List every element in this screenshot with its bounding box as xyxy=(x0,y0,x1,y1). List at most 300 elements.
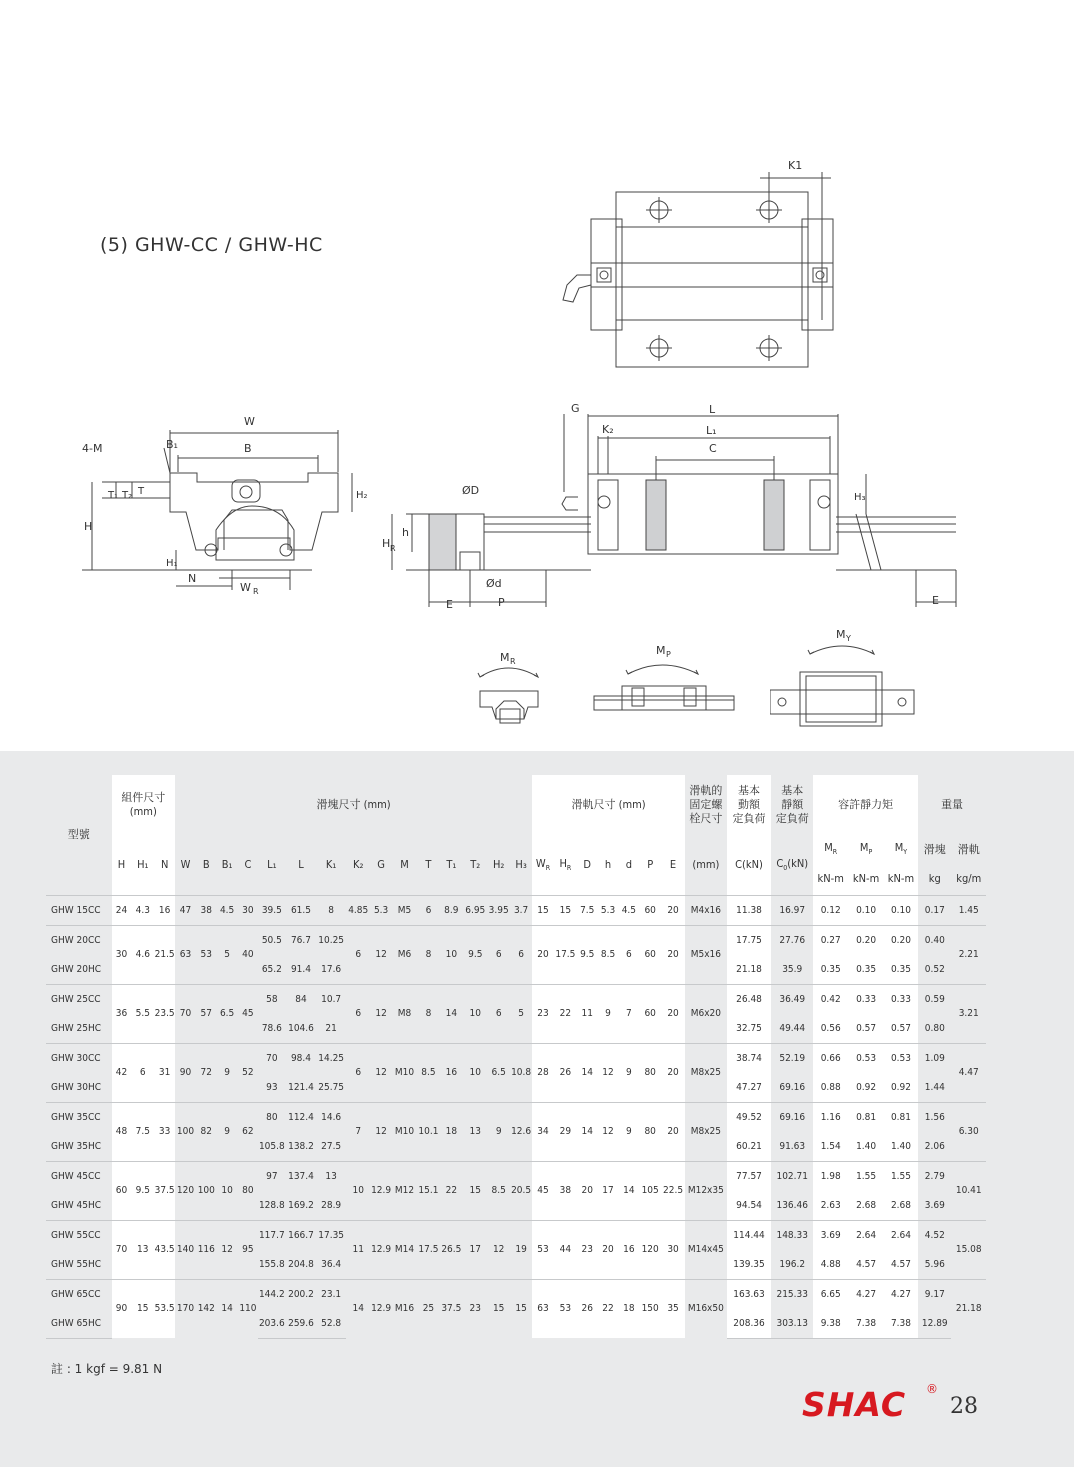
table-cell: 4.85 xyxy=(346,895,371,925)
table-cell: 14.25 xyxy=(317,1043,346,1073)
svg-text:L: L xyxy=(709,403,716,416)
table-cell: 61.5 xyxy=(285,895,316,925)
table-cell: 4.52 xyxy=(918,1220,951,1250)
sym-h: h xyxy=(598,835,619,895)
table-cell: 105 xyxy=(639,1161,661,1220)
table-cell: 23 xyxy=(532,984,554,1043)
table-cell: 5 xyxy=(510,984,532,1043)
table-cell: 0.12 xyxy=(813,895,848,925)
table-cell: 6 xyxy=(618,925,639,984)
table-cell: 17 xyxy=(463,1220,487,1279)
table-cell: 0.10 xyxy=(848,895,883,925)
table-cell: 70 xyxy=(258,1043,285,1073)
table-cell: M16x50 xyxy=(685,1279,727,1338)
table-cell: 6 xyxy=(346,1043,371,1102)
table-cell: 4.3 xyxy=(131,895,154,925)
moment-my-drawing xyxy=(770,628,915,728)
table-cell: 0.10 xyxy=(884,895,918,925)
table-cell: 9 xyxy=(217,1043,238,1102)
table-cell: M6x20 xyxy=(685,984,727,1043)
sym-H1: H₁ xyxy=(131,835,154,895)
table-cell: 20 xyxy=(661,984,685,1043)
table-cell: 39.5 xyxy=(258,895,285,925)
table-cell: 9 xyxy=(618,1102,639,1161)
table-cell: 0.57 xyxy=(848,1014,883,1044)
table-cell: 82 xyxy=(196,1102,217,1161)
header-rail-weight: 滑軌 xyxy=(951,835,986,863)
table-cell: 12 xyxy=(371,925,392,984)
table-cell: 30 xyxy=(238,895,259,925)
table-cell: 0.40 xyxy=(918,925,951,955)
table-cell: M6 xyxy=(392,925,418,984)
table-row xyxy=(46,1279,986,1309)
table-cell: 20 xyxy=(661,895,685,925)
table-cell: 16 xyxy=(154,895,175,925)
table-cell: 15 xyxy=(532,895,554,925)
table-cell: 117.7 xyxy=(258,1220,285,1250)
table-cell: 7 xyxy=(618,984,639,1043)
table-cell: 1.55 xyxy=(884,1161,918,1191)
table-cell: 6.5 xyxy=(487,1043,510,1102)
table-cell: 7.5 xyxy=(577,895,598,925)
table-cell: 10 xyxy=(217,1161,238,1220)
sym-P: P xyxy=(639,835,661,895)
table-cell: 19 xyxy=(510,1220,532,1279)
svg-text:G: G xyxy=(571,402,580,415)
table-cell: 215.33 xyxy=(771,1279,813,1309)
table-cell: 40 xyxy=(238,925,259,984)
table-cell: 100 xyxy=(196,1161,217,1220)
table-cell: 150 xyxy=(639,1279,661,1338)
moment-mp-drawing xyxy=(592,640,737,720)
svg-text:L₁: L₁ xyxy=(706,424,717,437)
table-cell: 1.09 xyxy=(918,1043,951,1073)
table-cell: 0.35 xyxy=(848,955,883,985)
registered-mark: ® xyxy=(926,1382,938,1396)
table-cell: 10.8 xyxy=(510,1043,532,1102)
sym-T2: T₂ xyxy=(463,835,487,895)
table-cell: 94.54 xyxy=(727,1191,772,1221)
table-cell: 34 xyxy=(532,1102,554,1161)
table-cell: M5 xyxy=(392,895,418,925)
table-cell: 69.16 xyxy=(771,1073,813,1103)
table-cell: 5.96 xyxy=(918,1250,951,1280)
table-cell: 6 xyxy=(487,925,510,984)
table-cell: 6 xyxy=(487,984,510,1043)
table-cell: 10 xyxy=(346,1161,371,1220)
table-cell: 52.19 xyxy=(771,1043,813,1073)
table-cell: 8.5 xyxy=(598,925,619,984)
table-cell: 43.5 xyxy=(154,1220,175,1279)
table-cell: 15.08 xyxy=(951,1220,986,1279)
table-cell: 80 xyxy=(639,1043,661,1102)
table-row xyxy=(46,1102,986,1132)
table-cell: 144.2 xyxy=(258,1279,285,1309)
table-cell: 204.8 xyxy=(285,1250,316,1280)
svg-text:P: P xyxy=(666,650,671,659)
table-cell: 17.35 xyxy=(317,1220,346,1250)
table-cell: 17.5 xyxy=(418,1220,440,1279)
model-cell: GHW 45CC xyxy=(46,1161,112,1191)
model-cell: GHW 20CC xyxy=(46,925,112,955)
unit-mr: kN-m xyxy=(813,863,848,895)
table-cell: M12x35 xyxy=(685,1161,727,1220)
footnote: 註 : 1 kgf = 9.81 N xyxy=(51,1362,163,1376)
table-cell: 80 xyxy=(238,1161,259,1220)
table-cell: 42 xyxy=(112,1043,132,1102)
table-cell: 0.81 xyxy=(848,1102,883,1132)
table-cell: 1.56 xyxy=(918,1102,951,1132)
model-cell: GHW 25CC xyxy=(46,984,112,1014)
table-cell: 2.79 xyxy=(918,1161,951,1191)
table-cell: 4.6 xyxy=(131,925,154,984)
svg-text:E: E xyxy=(932,594,939,607)
table-cell: 17.5 xyxy=(554,925,577,984)
table-cell: 70 xyxy=(112,1220,132,1279)
table-cell: 0.56 xyxy=(813,1014,848,1044)
sym-K2: K₂ xyxy=(346,835,371,895)
table-cell: 139.35 xyxy=(727,1250,772,1280)
table-cell: 15 xyxy=(463,1161,487,1220)
table-cell: 16.97 xyxy=(771,895,813,925)
table-cell: 9 xyxy=(598,984,619,1043)
table-cell: 0.57 xyxy=(884,1014,918,1044)
table-cell: 45 xyxy=(532,1161,554,1220)
sym-B: B xyxy=(196,835,217,895)
table-cell: 70 xyxy=(175,984,196,1043)
table-cell: 9 xyxy=(487,1102,510,1161)
table-cell: 3.21 xyxy=(951,984,986,1043)
table-cell: 0.20 xyxy=(884,925,918,955)
table-cell: 12.9 xyxy=(371,1161,392,1220)
table-cell: 0.35 xyxy=(884,955,918,985)
svg-text:R: R xyxy=(390,544,396,553)
table-cell: 9.17 xyxy=(918,1279,951,1309)
table-cell: 28 xyxy=(532,1043,554,1102)
table-cell: 80 xyxy=(258,1102,285,1132)
table-cell: 11 xyxy=(577,984,598,1043)
table-cell: 259.6 xyxy=(285,1309,316,1339)
table-cell: 15 xyxy=(131,1279,154,1338)
table-cell: 20 xyxy=(661,1043,685,1102)
table-cell: 47 xyxy=(175,895,196,925)
svg-text:H₃: H₃ xyxy=(854,492,866,503)
table-cell: 28.9 xyxy=(317,1191,346,1221)
table-cell: 84 xyxy=(285,984,316,1014)
table-cell: 1.44 xyxy=(918,1073,951,1103)
svg-text:T₂: T₂ xyxy=(122,490,133,501)
svg-text:W: W xyxy=(244,415,255,428)
table-cell: 18 xyxy=(618,1279,639,1338)
table-cell: 3.69 xyxy=(918,1191,951,1221)
table-cell: 104.6 xyxy=(285,1014,316,1044)
svg-text:K₂: K₂ xyxy=(602,423,614,436)
table-cell: 30 xyxy=(661,1220,685,1279)
table-cell: 3.95 xyxy=(487,895,510,925)
sym-WR: $W_R$ xyxy=(532,835,554,895)
sym-T: T xyxy=(418,835,440,895)
table-row xyxy=(46,925,986,955)
table-cell: 13 xyxy=(463,1102,487,1161)
sym-H3: H₃ xyxy=(510,835,532,895)
table-cell: 60 xyxy=(639,895,661,925)
table-cell: 53 xyxy=(532,1220,554,1279)
sym-M: M xyxy=(392,835,418,895)
table-cell: 0.92 xyxy=(848,1073,883,1103)
table-cell: 100 xyxy=(175,1102,196,1161)
sym-MY: $M_Y$ xyxy=(884,835,918,863)
model-cell: GHW 25HC xyxy=(46,1014,112,1044)
table-cell: M8 xyxy=(392,984,418,1043)
table-cell: 0.59 xyxy=(918,984,951,1014)
table-cell: 2.06 xyxy=(918,1132,951,1162)
sym-N: N xyxy=(154,835,175,895)
table-cell: 78.6 xyxy=(258,1014,285,1044)
table-cell: 14 xyxy=(439,984,463,1043)
model-cell: GHW 45HC xyxy=(46,1191,112,1221)
header-rail: 滑軌尺寸 (mm) xyxy=(532,775,685,835)
table-cell: 5 xyxy=(217,925,238,984)
table-cell: 20 xyxy=(598,1220,619,1279)
table-cell: 6.65 xyxy=(813,1279,848,1309)
header-assembly: 組件尺寸 (mm) xyxy=(112,775,176,835)
table-cell: 76.7 xyxy=(285,925,316,955)
table-cell: 12 xyxy=(487,1220,510,1279)
table-cell: 63 xyxy=(532,1279,554,1338)
table-cell: 15 xyxy=(554,895,577,925)
table-cell: M8x25 xyxy=(685,1043,727,1102)
table-cell: 20 xyxy=(661,1102,685,1161)
table-cell: 17 xyxy=(598,1161,619,1220)
table-cell: 20 xyxy=(532,925,554,984)
unit-kgm: kg/m xyxy=(951,863,986,895)
table-cell: 95 xyxy=(238,1220,259,1279)
table-cell: 23 xyxy=(577,1220,598,1279)
table-cell: 110 xyxy=(238,1279,259,1338)
table-cell: 3.69 xyxy=(813,1220,848,1250)
side-view-drawing xyxy=(376,402,972,614)
table-cell: 116 xyxy=(196,1220,217,1279)
table-cell: 2.63 xyxy=(813,1191,848,1221)
table-cell: 8 xyxy=(418,925,440,984)
header-static-load: 基本 靜額 定負荷 xyxy=(771,775,813,835)
table-cell: 37.5 xyxy=(154,1161,175,1220)
header-bolt: 滑軌的 固定螺 栓尺寸 xyxy=(685,775,727,835)
table-cell: 0.53 xyxy=(848,1043,883,1073)
table-cell: 13 xyxy=(317,1161,346,1191)
table-cell: 29 xyxy=(554,1102,577,1161)
table-cell: 12.9 xyxy=(371,1279,392,1338)
table-cell: 0.42 xyxy=(813,984,848,1014)
model-cell: GHW 35CC xyxy=(46,1102,112,1132)
header-moment: 容許靜力矩 xyxy=(813,775,918,835)
table-cell: 4.5 xyxy=(217,895,238,925)
table-cell: 25 xyxy=(418,1279,440,1338)
svg-text:E: E xyxy=(446,598,453,611)
table-cell: 0.81 xyxy=(884,1102,918,1132)
table-row xyxy=(46,1161,986,1191)
table-cell: 25.75 xyxy=(317,1073,346,1103)
svg-text:R: R xyxy=(510,657,516,666)
table-row xyxy=(46,895,986,925)
table-cell: 2.68 xyxy=(884,1191,918,1221)
table-cell: 1.16 xyxy=(813,1102,848,1132)
table-cell: 0.17 xyxy=(918,895,951,925)
table-cell: 120 xyxy=(639,1220,661,1279)
svg-text:H₁: H₁ xyxy=(166,558,178,569)
table-cell: 33 xyxy=(154,1102,175,1161)
table-cell: M10 xyxy=(392,1043,418,1102)
table-cell: 6 xyxy=(510,925,532,984)
table-cell: 16 xyxy=(439,1043,463,1102)
section-title: (5) GHW-CC / GHW-HC xyxy=(100,234,323,256)
table-cell: 21 xyxy=(317,1014,346,1044)
table-cell: 57 xyxy=(196,984,217,1043)
table-cell: 17.6 xyxy=(317,955,346,985)
svg-text:ØD: ØD xyxy=(462,484,480,497)
sym-L: L xyxy=(285,835,316,895)
table-cell: 0.33 xyxy=(884,984,918,1014)
table-cell: 12 xyxy=(371,1043,392,1102)
svg-text:N: N xyxy=(188,572,197,585)
table-cell: 8.5 xyxy=(418,1043,440,1102)
table-cell: 52.8 xyxy=(317,1309,346,1339)
table-cell: 12 xyxy=(598,1043,619,1102)
sym-HR: $H_R$ xyxy=(554,835,577,895)
table-row xyxy=(46,1220,986,1250)
sym-T1: T₁ xyxy=(439,835,463,895)
table-cell: 20 xyxy=(577,1161,598,1220)
sym-MR: $M_R$ xyxy=(813,835,848,863)
sym-mm: (mm) xyxy=(685,835,727,895)
table-cell: 20 xyxy=(661,925,685,984)
table-cell: 49.52 xyxy=(727,1102,772,1132)
svg-text:B: B xyxy=(244,442,252,455)
table-cell: 45 xyxy=(238,984,259,1043)
table-cell: 1.40 xyxy=(848,1132,883,1162)
table-cell: 203.6 xyxy=(258,1309,285,1339)
table-cell: 2.64 xyxy=(884,1220,918,1250)
table-cell: 3.7 xyxy=(510,895,532,925)
table-cell: 1.54 xyxy=(813,1132,848,1162)
table-cell: 60 xyxy=(639,925,661,984)
table-cell: 53 xyxy=(554,1279,577,1338)
table-cell: 9.5 xyxy=(463,925,487,984)
table-cell: 1.45 xyxy=(951,895,986,925)
table-cell: 48 xyxy=(112,1102,132,1161)
table-cell: 44 xyxy=(554,1220,577,1279)
table-cell: 0.27 xyxy=(813,925,848,955)
table-cell: 14 xyxy=(346,1279,371,1338)
table-cell: 8 xyxy=(418,984,440,1043)
table-cell: 23.1 xyxy=(317,1279,346,1309)
table-cell: M5x16 xyxy=(685,925,727,984)
table-cell: 10 xyxy=(463,1043,487,1102)
svg-text:M: M xyxy=(500,651,510,664)
sym-L1: L₁ xyxy=(258,835,285,895)
table-cell: 14 xyxy=(217,1279,238,1338)
table-cell: 21.5 xyxy=(154,925,175,984)
table-cell: 9 xyxy=(217,1102,238,1161)
table-cell: 65.2 xyxy=(258,955,285,985)
table-cell: 200.2 xyxy=(285,1279,316,1309)
header-model: 型號 xyxy=(46,775,112,895)
table-cell: 20.5 xyxy=(510,1161,532,1220)
table-cell: 26.48 xyxy=(727,984,772,1014)
table-cell: 0.80 xyxy=(918,1014,951,1044)
table-cell: 4.27 xyxy=(848,1279,883,1309)
header-block: 滑塊尺寸 (mm) xyxy=(175,775,532,835)
table-cell: 15 xyxy=(510,1279,532,1338)
table-cell: 6 xyxy=(346,984,371,1043)
table-cell: 5.5 xyxy=(131,984,154,1043)
table-cell: 22 xyxy=(554,984,577,1043)
svg-text:4-M: 4-M xyxy=(82,442,103,455)
table-cell: 2.64 xyxy=(848,1220,883,1250)
svg-text:K1: K1 xyxy=(788,159,803,172)
table-cell: 163.63 xyxy=(727,1279,772,1309)
table-cell: 105.8 xyxy=(258,1132,285,1162)
table-cell: 12.89 xyxy=(918,1309,951,1339)
table-cell: 6 xyxy=(346,925,371,984)
svg-text:M: M xyxy=(836,628,846,641)
table-cell: 169.2 xyxy=(285,1191,316,1221)
table-cell: 49.44 xyxy=(771,1014,813,1044)
table-cell: 22 xyxy=(439,1161,463,1220)
unit-my: kN-m xyxy=(884,863,918,895)
svg-text:Y: Y xyxy=(846,634,851,643)
sym-H2: H₂ xyxy=(487,835,510,895)
table-cell: 4.57 xyxy=(848,1250,883,1280)
table-cell: 114.44 xyxy=(727,1220,772,1250)
table-cell: 102.71 xyxy=(771,1161,813,1191)
table-cell: 7.38 xyxy=(884,1309,918,1339)
table-cell: 14 xyxy=(577,1102,598,1161)
table-cell: 12 xyxy=(371,1102,392,1161)
table-cell: 6 xyxy=(418,895,440,925)
table-cell: 10.41 xyxy=(951,1161,986,1220)
model-cell: GHW 55CC xyxy=(46,1220,112,1250)
table-cell: 6.5 xyxy=(217,984,238,1043)
table-cell: 27.5 xyxy=(317,1132,346,1162)
table-cell: 31 xyxy=(154,1043,175,1102)
sym-G: G xyxy=(371,835,392,895)
svg-text:T₁: T₁ xyxy=(108,490,119,501)
table-cell: 58 xyxy=(258,984,285,1014)
sym-W: W xyxy=(175,835,196,895)
table-cell: 0.53 xyxy=(884,1043,918,1073)
table-cell: 9 xyxy=(618,1043,639,1102)
table-cell: 142 xyxy=(196,1279,217,1338)
table-cell: 36.49 xyxy=(771,984,813,1014)
unit-mp: kN-m xyxy=(848,863,883,895)
table-cell: 6 xyxy=(131,1043,154,1102)
table-cell: 30 xyxy=(112,925,132,984)
table-cell: 52 xyxy=(238,1043,259,1102)
model-cell: GHW 65HC xyxy=(46,1309,112,1339)
header-block-weight: 滑塊 xyxy=(918,835,951,863)
table-cell: 208.36 xyxy=(727,1309,772,1339)
svg-text:H: H xyxy=(382,537,391,550)
table-cell: 97 xyxy=(258,1161,285,1191)
table-cell: 6.30 xyxy=(951,1102,986,1161)
table-cell: 0.66 xyxy=(813,1043,848,1073)
table-cell: 7 xyxy=(346,1102,371,1161)
model-cell: GHW 65CC xyxy=(46,1279,112,1309)
table-cell: 12 xyxy=(371,984,392,1043)
table-cell: 12.9 xyxy=(371,1220,392,1279)
table-cell: 60 xyxy=(112,1161,132,1220)
